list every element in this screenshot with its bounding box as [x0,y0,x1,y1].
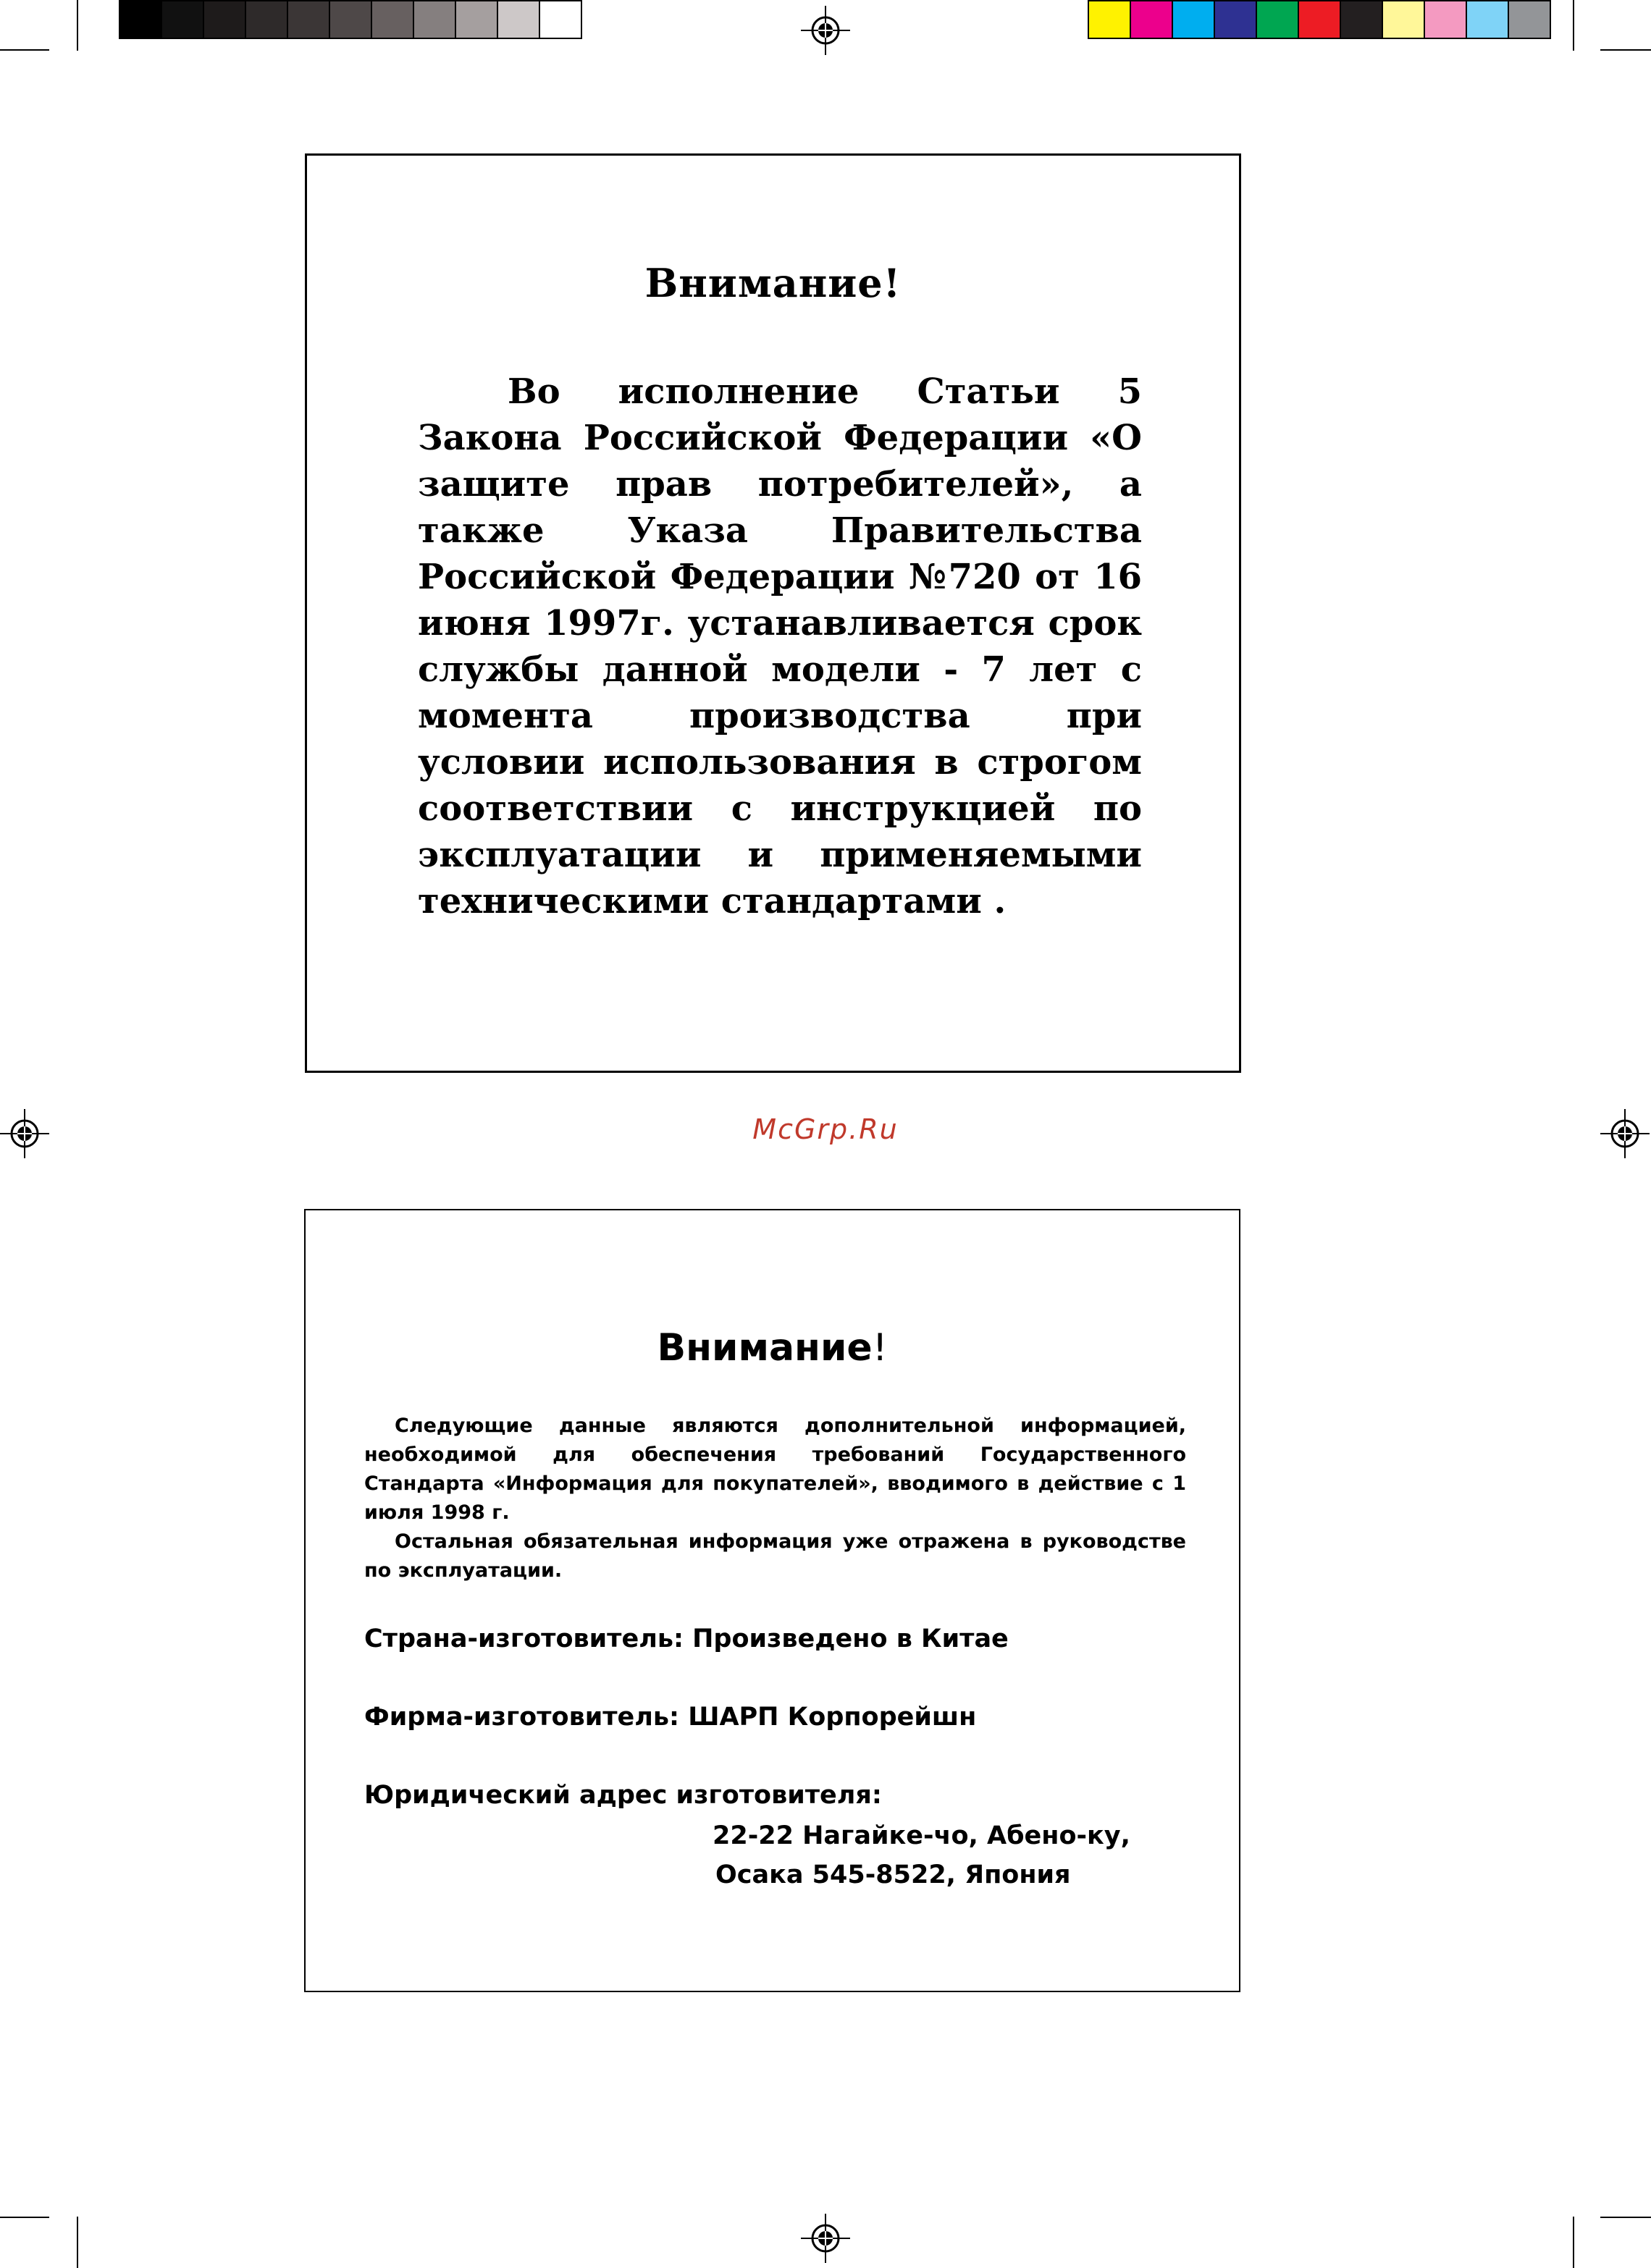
crop-mark [77,0,78,51]
calibration-swatch [1340,0,1383,39]
calibration-swatch [1130,0,1173,39]
calibration-swatch [497,0,540,39]
calibration-swatch [539,0,582,39]
info-paragraph: Следующие данные являются дополнительной информацией, необходимой для обеспечения требований Государственного Стандарта «Информация для покупателей», вводимого в действие с 1 июля 1998 г. [364,1415,1186,1524]
legal-address-label: Юридический адрес изготовителя: [364,1781,882,1810]
crop-mark [1573,0,1574,51]
legal-address-line: 22-22 Нагайке-чо, Абено-ку, [713,1821,1130,1850]
crop-mark [1600,2217,1651,2218]
calibration-swatch [455,0,498,39]
calibration-swatch [1172,0,1215,39]
crop-mark [0,2217,49,2218]
calibration-swatch [161,0,204,39]
notice-body: Во исполнение Статьи 5 Закона Российской Федерации «О защите прав потребителей», а также Указа Правительства Российской Федерации №720 от 16 июня 1997г. устанавливается срок службы данной модели - 7 лет с момента производства при условии использования в строгом соответствии с инструкцией по эксплуатации и применяемыми техническими стандартами . [418,371,1142,922]
gray-calibration-bar [119,0,581,39]
service-life-notice-box [305,153,1241,1073]
notice-title: Внимание! [644,260,902,306]
calibration-swatch [203,0,246,39]
country-of-origin-line: Страна-изготовитель: Произведено в Китае [364,1624,1009,1653]
color-calibration-bar [1088,0,1550,39]
watermark-text: McGrp.Ru [752,1113,899,1145]
crop-mark [0,49,49,51]
crop-mark [1600,49,1651,51]
calibration-swatch [245,0,288,39]
calibration-swatch [329,0,372,39]
calibration-swatch [1466,0,1509,39]
registration-mark-bottom [801,2214,850,2263]
legal-address-line: Осака 545-8522, Япония [715,1860,1071,1889]
calibration-swatch [1424,0,1467,39]
crop-mark [77,2217,78,2268]
info-paragraph: Остальная обязательная информация уже отражена в руководстве по эксплуатации. [364,1530,1186,1582]
calibration-swatch [371,0,414,39]
calibration-swatch [1508,0,1551,39]
notice-title [306,1326,1239,1370]
calibration-swatch [413,0,456,39]
registration-mark-top [801,6,850,55]
manufacturer-firm-line: Фирма-изготовитель: ШАРП Корпорейшн [364,1703,977,1732]
crop-mark [1573,2217,1574,2268]
calibration-swatch [1382,0,1425,39]
calibration-swatch [1298,0,1341,39]
notice-title-mark: ! [872,1326,888,1370]
calibration-swatch [1256,0,1299,39]
calibration-swatch [1088,0,1131,39]
calibration-swatch [119,0,162,39]
notice-title-text: Внимание [657,1326,873,1370]
calibration-swatch [1214,0,1257,39]
calibration-swatch [287,0,330,39]
manufacturer-info-box [304,1209,1240,1992]
info-paragraphs [364,1412,1186,1585]
